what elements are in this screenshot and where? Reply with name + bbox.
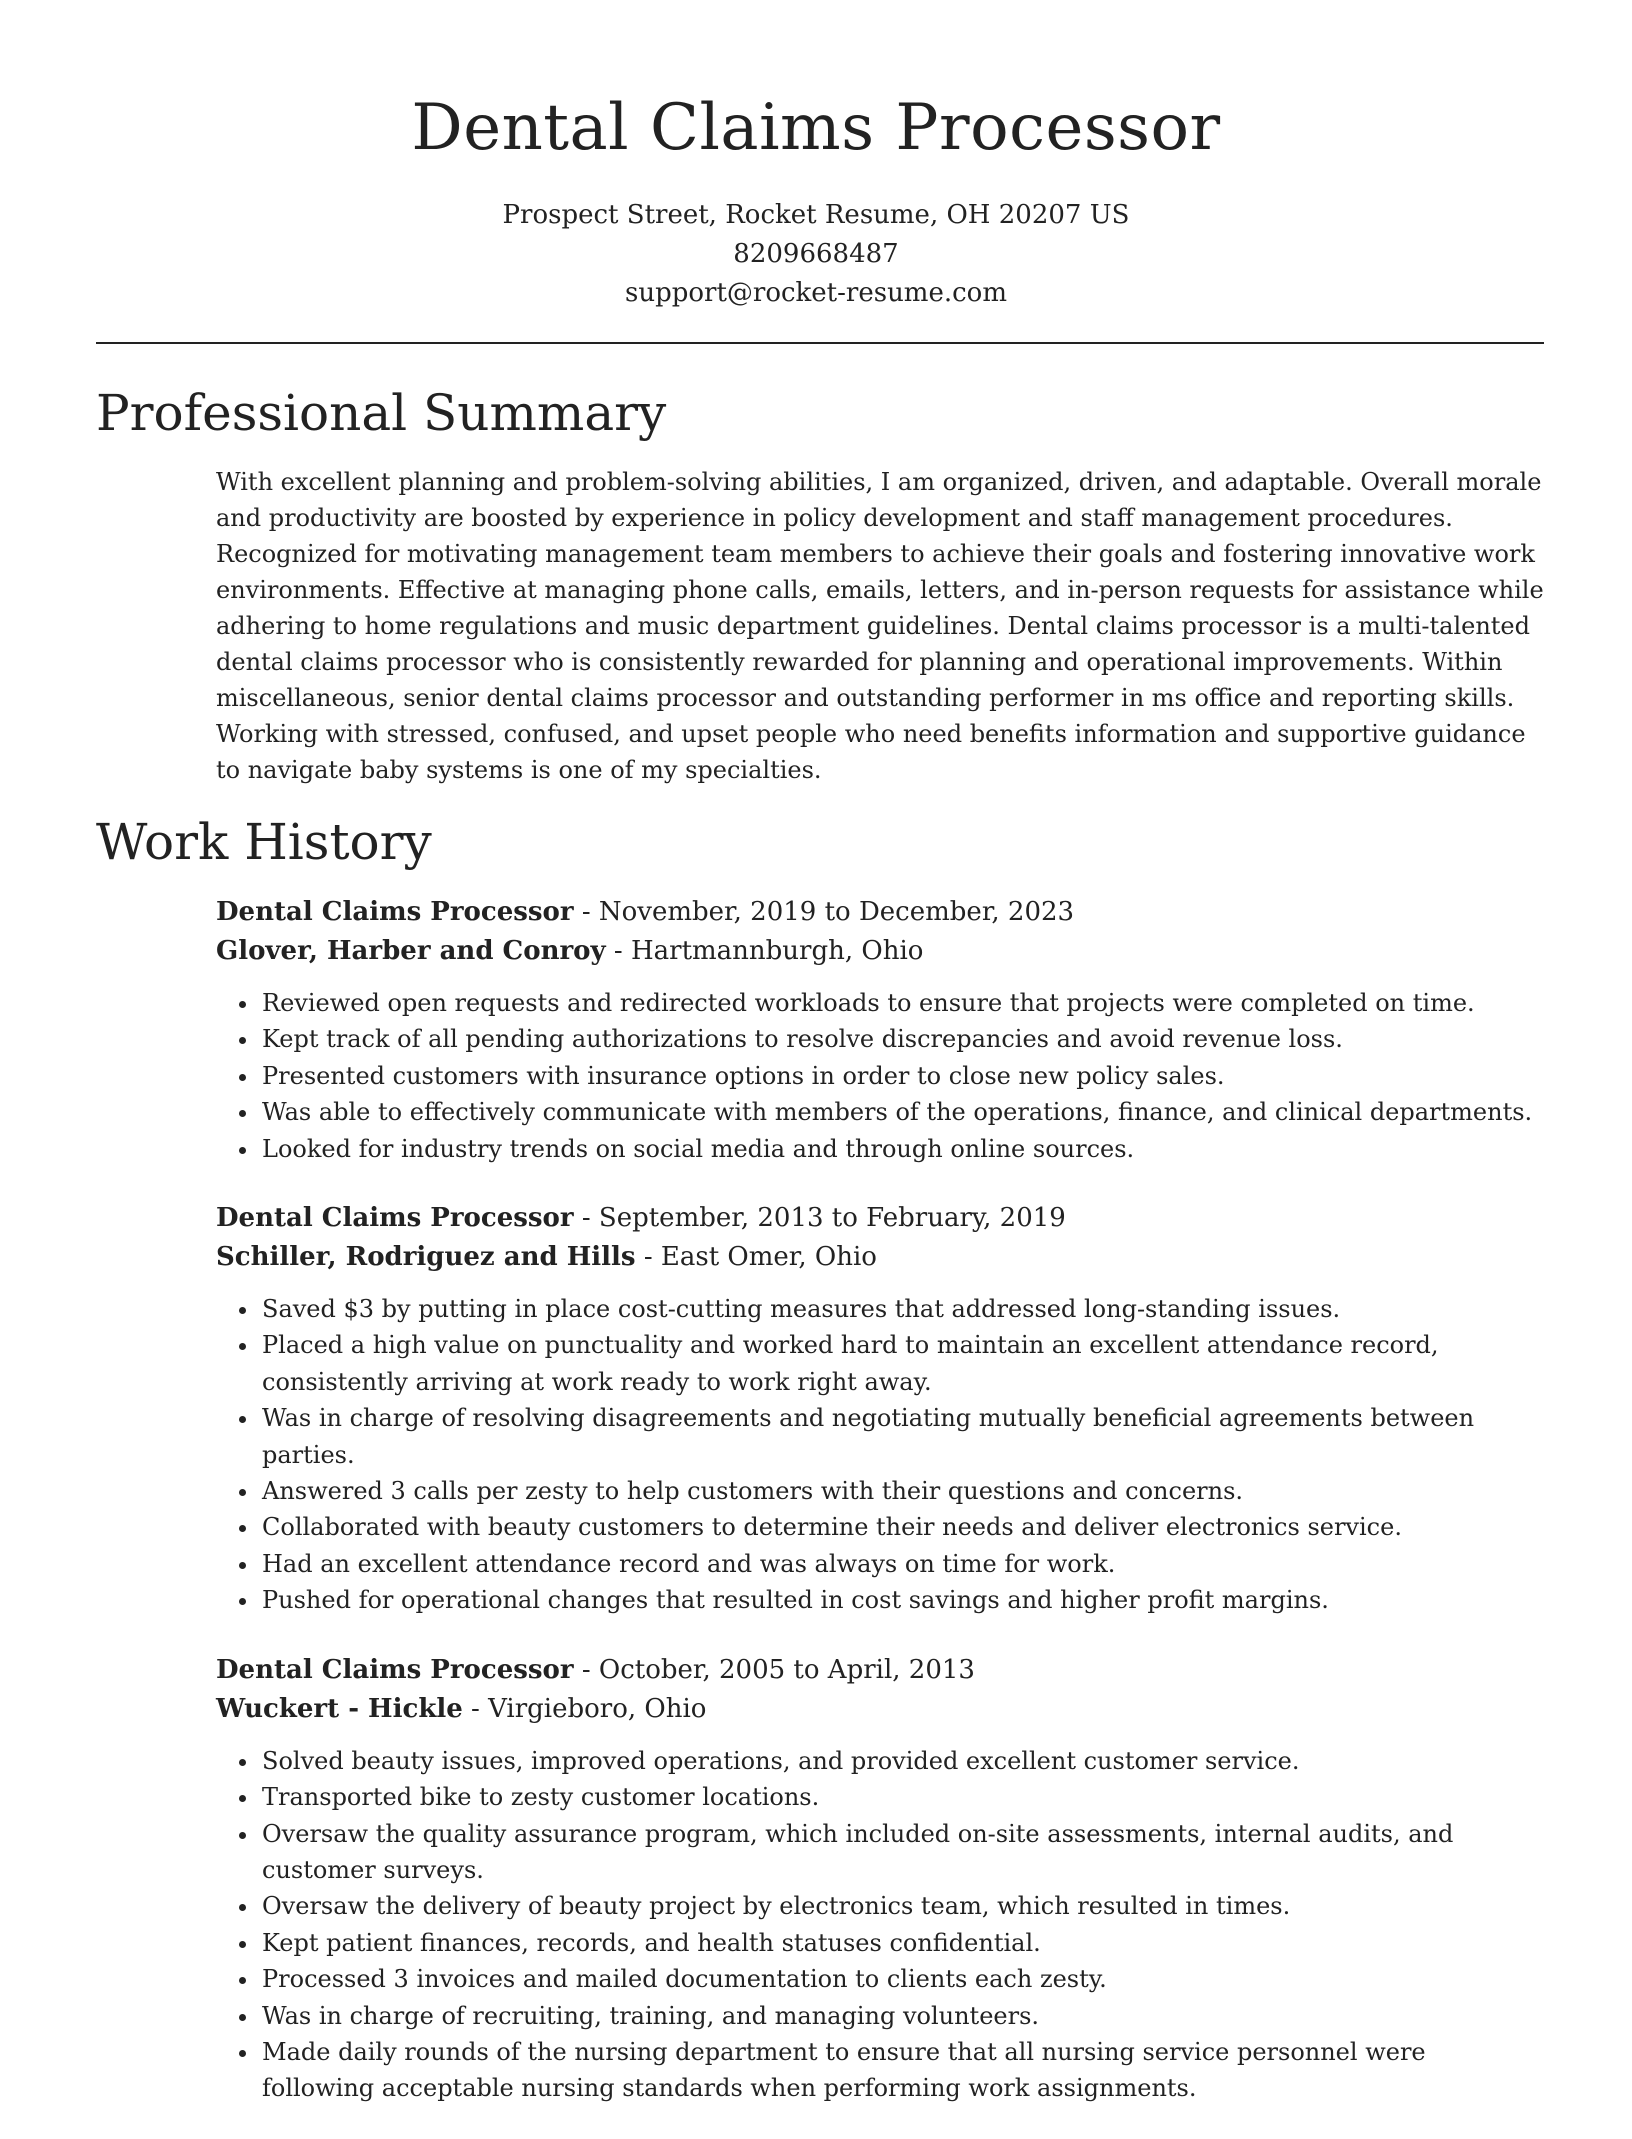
job-dates: October, 2005 to April, 2013 [598,1654,975,1685]
job-separator: - [573,897,599,927]
job-bullet: • Processed 3 invoices and mailed documentation to clients each zesty. [260,1961,1544,1997]
job-company: Wuckert - Hickle [216,1693,463,1724]
job-bullet: • Was in charge of resolving disagreements and negotiating mutually beneficial agreements between parties. [260,1400,1544,1473]
job-company: Schiller, Rodriguez and Hills [216,1242,636,1273]
job-location: East Omer, Ohio [660,1242,877,1273]
job-separator: - [635,1242,661,1273]
contact-block [0,196,1632,313]
job-company-line [216,1690,1544,1729]
job-bullet: • Was able to effectively communicate with members of the operations, finance, and clinical departments. [260,1094,1544,1130]
section-title-summary: Professional Summary [96,384,667,442]
job-bullet: • Collaborated with beauty customers to determine their needs and deliver electronics service. [260,1509,1544,1545]
contact-email: support@rocket-resume.com [624,278,1007,308]
job-bullets [216,1743,1544,2107]
job-company: Glover, Harber and Conroy [216,936,606,966]
job-title-line [216,1651,1544,1690]
job-bullets [216,985,1544,1167]
job-title-line [216,893,1544,932]
job-bullet: • Transported bike to zesty customer locations. [260,1779,1544,1815]
job-bullet: • Oversaw the quality assurance program, which included on-site assessments, internal audits, and customer surveys. [260,1816,1544,1889]
job-dates: November, 2019 to December, 2023 [598,897,1075,927]
job-bullet: • Kept track of all pending authorizations to resolve discrepancies and avoid revenue loss. [260,1021,1544,1057]
job-bullet: • Reviewed open requests and redirected workloads to ensure that projects were completed on time. [260,985,1544,1021]
job-bullet: • Saved $3 by putting in place cost-cutting measures that addressed long-standing issues. [260,1291,1544,1327]
job-role: Dental Claims Processor [216,897,574,927]
job-bullet: • Oversaw the delivery of beauty project by electronics team, which resulted in times. [260,1888,1544,1924]
job-location: Hartmannburgh, Ohio [630,936,924,966]
candidate-name: Dental Claims Processor [411,91,1221,165]
job-company-line [216,932,1544,971]
job-bullets [216,1291,1544,1619]
contact-phone: 8209668487 [733,239,899,269]
work-history-list [216,893,1544,2139]
job-bullet: • Had an excellent attendance record and was always on time for work. [260,1546,1544,1582]
job-location: Virgieboro, Ohio [488,1693,707,1724]
job-separator: - [573,1654,599,1685]
job-title-line [216,1199,1544,1238]
job-bullet: • Was in charge of recruiting, training, and managing volunteers. [260,1998,1544,2034]
job-entry [216,1651,1544,2107]
job-bullet: • Pushed for operational changes that resulted in cost savings and higher profit margins. [260,1582,1544,1618]
job-bullet: • Placed a high value on punctuality and worked hard to maintain an excellent attendance record, consistently arriving at work ready to work right away. [260,1327,1544,1400]
job-bullet: • Kept patient finances, records, and health statuses confidential. [260,1925,1544,1961]
job-separator: - [462,1693,489,1724]
section-title-work-history: Work History [96,813,432,871]
resume-header [0,0,1632,313]
job-entry [216,1199,1544,1619]
job-separator: - [605,936,631,966]
job-separator: - [573,1203,599,1234]
job-bullet: • Answered 3 calls per zesty to help customers with their questions and concerns. [260,1473,1544,1509]
job-bullet: • Made daily rounds of the nursing department to ensure that all nursing service personnel were following acceptable nursing standards when performing work assignments. [260,2034,1544,2107]
summary-text: With excellent planning and problem-solving abilities, I am organized, driven, and adaptable. Overall morale and productivity are boosted by experience in policy development and staff management procedures. Recognized for motivating management team members to achieve their goals and fostering innovative work environments. Effective at managing phone calls, emails, letters, and in-person requests for assistance while adhering to home regulations and music department guidelines. Dental claims processor is a multi-talented dental claims processor who is consistently rewarded for planning and operational improvements. Within miscellaneous, senior dental claims processor and outstanding performer in ms office and reporting skills. Working with stressed, confused, and upset people who need benefits information and supportive guidance to navigate baby systems is one of my specialties. [216,468,1544,784]
job-entry [216,893,1544,1167]
job-role: Dental Claims Processor [216,1203,574,1234]
job-bullet: • Looked for industry trends on social media and through online sources. [260,1131,1544,1167]
job-bullet: • Solved beauty issues, improved operations, and provided excellent customer service. [260,1743,1544,1779]
contact-address: Prospect Street, Rocket Resume, OH 20207 US [502,200,1130,230]
job-bullet: • Presented customers with insurance options in order to close new policy sales. [260,1058,1544,1094]
job-role: Dental Claims Processor [216,1654,574,1685]
job-dates: September, 2013 to February, 2019 [598,1203,1066,1234]
job-company-line [216,1238,1544,1277]
header-divider [96,342,1544,344]
